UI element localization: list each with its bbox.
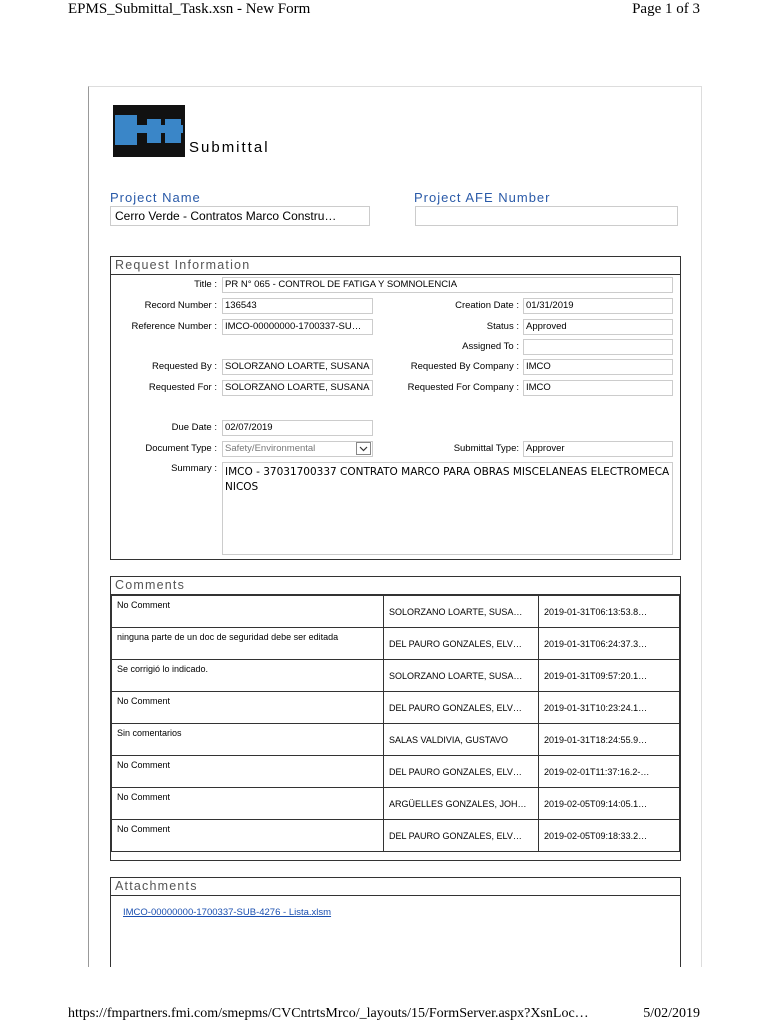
comment-row: [112, 724, 680, 756]
requested-by-field[interactable]: SOLORZANO LOARTE, SUSANA: [222, 359, 373, 375]
requested-by-label: Requested By :: [152, 361, 217, 372]
comment-row: [112, 820, 680, 852]
comments-section: [110, 576, 681, 861]
comment-row: [112, 692, 680, 724]
page-number: Page 1 of 3: [632, 1, 700, 17]
footer-date: 5/02/2019: [643, 1006, 700, 1021]
fcm-logo-icon: [113, 105, 185, 157]
comments-title: Comments: [115, 578, 186, 592]
project-afe-label: Project AFE Number: [414, 190, 551, 205]
comments-table: [111, 595, 680, 852]
comment-text: No Comment: [112, 596, 384, 628]
comment-date: 2019-02-05T09:18:33.2…: [539, 820, 680, 852]
comment-author: DEL PAURO GONZALES, ELV…: [384, 820, 539, 852]
attachment-link[interactable]: IMCO-00000000-1700337-SUB-4276 - Lista.xlsm: [123, 907, 332, 918]
submittal-type-label: Submittal Type:: [453, 443, 519, 454]
print-header: [0, 0, 768, 24]
requested-for-label: Requested For :: [148, 382, 217, 393]
comment-text: No Comment: [112, 788, 384, 820]
reference-number-label: Reference Number :: [131, 321, 217, 332]
record-number-field[interactable]: 136543: [222, 298, 373, 314]
document-type-select[interactable]: [222, 441, 373, 457]
summary-label: Summary :: [171, 463, 217, 474]
requested-for-company-field[interactable]: IMCO: [523, 380, 673, 396]
chevron-down-icon[interactable]: [356, 442, 371, 455]
requested-for-company-label: Requested For Company :: [407, 382, 519, 393]
comment-text: No Comment: [112, 692, 384, 724]
requested-by-company-label: Requested By Company :: [410, 361, 519, 372]
comment-row: [112, 628, 680, 660]
due-date-field[interactable]: 02/07/2019: [222, 420, 373, 436]
comment-date: 2019-01-31T09:57:20.1…: [539, 660, 680, 692]
submittal-form: [88, 86, 702, 967]
comment-row: [112, 596, 680, 628]
comment-author: SOLORZANO LOARTE, SUSA…: [384, 660, 539, 692]
attachments-section: [110, 877, 681, 967]
submittal-type-field[interactable]: Approver: [523, 441, 673, 457]
form-brand-title: Submittal: [189, 139, 270, 156]
document-type-value: Safety/Environmental: [225, 443, 316, 454]
assigned-to-field[interactable]: [523, 339, 673, 355]
record-number-label: Record Number :: [144, 300, 217, 311]
attachments-title: Attachments: [115, 879, 198, 893]
comment-date: 2019-01-31T10:23:24.1…: [539, 692, 680, 724]
comment-date: 2019-01-31T06:13:53.8…: [539, 596, 680, 628]
requested-by-company-field[interactable]: IMCO: [523, 359, 673, 375]
comment-date: 2019-02-01T11:37:16.2-…: [539, 756, 680, 788]
summary-field[interactable]: IMCO - 37031700337 CONTRATO MARCO PARA OBRAS MISCELANEAS ELECTROMECANICOS: [222, 462, 673, 555]
reference-number-field[interactable]: IMCO-00000000-1700337-SU…: [222, 319, 373, 335]
request-information-title: Request Information: [115, 258, 251, 272]
comment-text: Se corrigió lo indicado.: [112, 660, 384, 692]
assigned-to-label: Assigned To :: [462, 341, 519, 352]
comment-date: 2019-01-31T18:24:55.9…: [539, 724, 680, 756]
footer-url: https://fmpartners.fmi.com/smepms/CVCntrtsMrco/_layouts/15/FormServer.aspx?XsnLoc…: [68, 1006, 589, 1021]
comment-author: SOLORZANO LOARTE, SUSA…: [384, 596, 539, 628]
project-afe-field[interactable]: [415, 206, 678, 226]
comment-text: No Comment: [112, 756, 384, 788]
comment-author: DEL PAURO GONZALES, ELV…: [384, 628, 539, 660]
comment-text: ninguna parte de un doc de seguridad debe ser editada: [112, 628, 384, 660]
status-label: Status :: [486, 321, 519, 332]
comment-author: DEL PAURO GONZALES, ELV…: [384, 756, 539, 788]
comment-text: No Comment: [112, 820, 384, 852]
requested-for-field[interactable]: SOLORZANO LOARTE, SUSANA: [222, 380, 373, 396]
comment-row: [112, 788, 680, 820]
title-label: Title :: [194, 279, 217, 290]
comment-author: DEL PAURO GONZALES, ELV…: [384, 692, 539, 724]
creation-date-label: Creation Date :: [455, 300, 519, 311]
document-title: EPMS_Submittal_Task.xsn - New Form: [68, 1, 311, 17]
status-field[interactable]: Approved: [523, 319, 673, 335]
comment-text: Sin comentarios: [112, 724, 384, 756]
comment-author: SALAS VALDIVIA, GUSTAVO: [384, 724, 539, 756]
comment-date: 2019-01-31T06:24:37.3…: [539, 628, 680, 660]
document-type-label: Document Type :: [145, 443, 217, 454]
project-name-field[interactable]: Cerro Verde - Contratos Marco Constru…: [110, 206, 370, 226]
comment-row: [112, 756, 680, 788]
project-name-label: Project Name: [110, 190, 201, 205]
request-information-section: [110, 256, 681, 560]
comment-date: 2019-02-05T09:14:05.1…: [539, 788, 680, 820]
creation-date-field[interactable]: 01/31/2019: [523, 298, 673, 314]
due-date-label: Due Date :: [171, 422, 217, 433]
comment-author: ARGÜELLES GONZALES, JOH…: [384, 788, 539, 820]
comment-row: [112, 660, 680, 692]
title-field[interactable]: PR N° 065 - CONTROL DE FATIGA Y SOMNOLENCIA: [222, 277, 673, 293]
